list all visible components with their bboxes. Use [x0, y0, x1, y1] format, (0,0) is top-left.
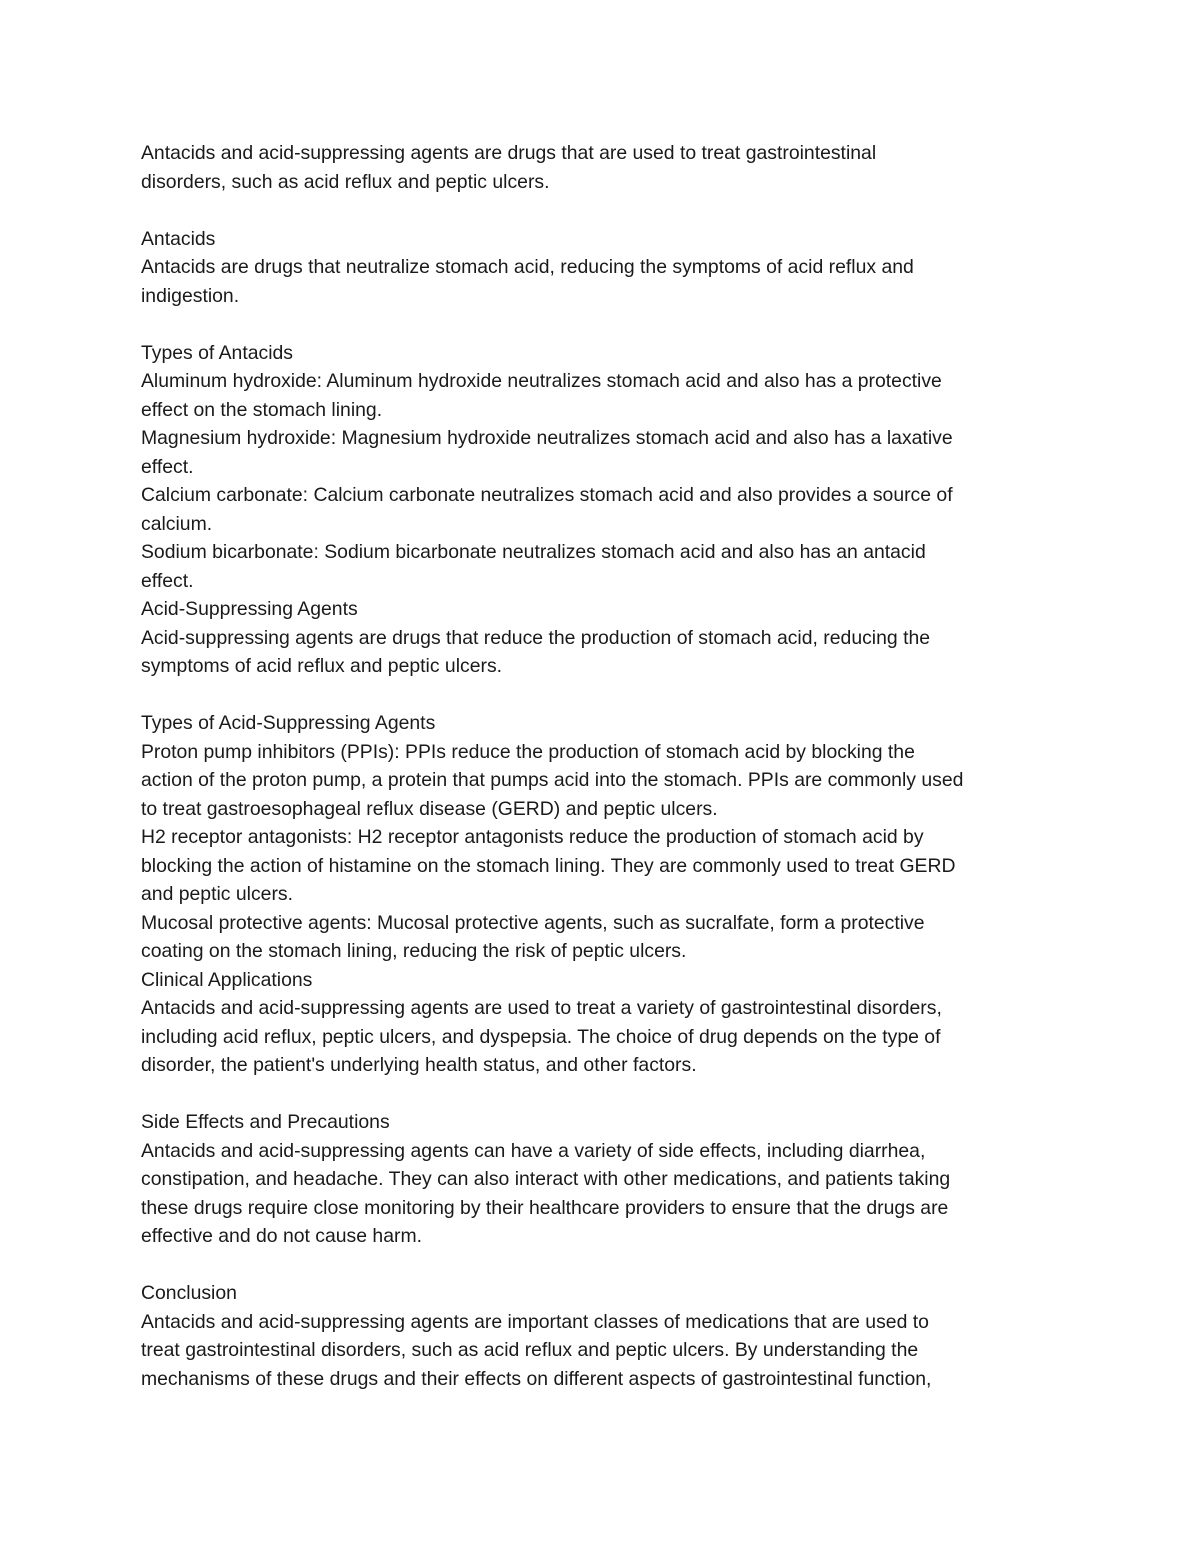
text-line: effective and do not cause harm.	[141, 1225, 422, 1247]
section-heading-types-of-acid-suppressing-agents: Types of Acid-Suppressing Agents	[141, 712, 436, 734]
blank-line	[141, 681, 1071, 710]
text-line: symptoms of acid reflux and peptic ulcers.	[141, 655, 503, 677]
blank-line	[141, 310, 1071, 339]
text-line: effect on the stomach lining.	[141, 398, 383, 421]
blank-line	[141, 1251, 1071, 1280]
section-heading-antacids: Antacids	[141, 227, 216, 250]
text-line: Antacids and acid-suppressing agents are drugs that are used to treat gastrointestinal	[141, 142, 877, 164]
text-line: Proton pump inhibitors (PPIs): PPIs reduce the production of stomach acid by blocking the	[141, 740, 915, 763]
text-line: Magnesium hydroxide: Magnesium hydroxide neutralizes stomach acid and also has a laxative	[141, 427, 953, 449]
text-line: Antacids and acid-suppressing agents are used to treat a variety of gastrointestinal disorders,	[141, 997, 942, 1019]
text-line: Antacids and acid-suppressing agents can have a variety of side effects, including diarrhea,	[141, 1139, 926, 1162]
text-line: H2 receptor antagonists: H2 receptor antagonists reduce the production of stomach acid by	[141, 826, 924, 848]
text-line: Antacids are drugs that neutralize stomach acid, reducing the symptoms of acid reflux and	[141, 256, 914, 278]
text-line: disorders, such as acid reflux and peptic ulcers.	[141, 170, 550, 193]
text-line: calcium.	[141, 512, 213, 535]
text-line: coating on the stomach lining, reducing the risk of peptic ulcers.	[141, 940, 687, 962]
section-heading-clinical-applications: Clinical Applications	[141, 968, 313, 991]
section-heading-side-effects: Side Effects and Precautions	[141, 1111, 390, 1133]
text-line: these drugs require close monitoring by their healthcare providers to ensure that the drugs are	[141, 1196, 949, 1219]
text-line: and peptic ulcers.	[141, 883, 293, 905]
text-line: disorder, the patient's underlying health status, and other factors.	[141, 1054, 697, 1076]
text-line: effect.	[141, 455, 194, 478]
section-heading-acid-suppressing-agents: Acid-Suppressing Agents	[141, 598, 358, 620]
text-line: Sodium bicarbonate: Sodium bicarbonate neutralizes stomach acid and also has an antacid	[141, 541, 926, 563]
text-line: Aluminum hydroxide: Aluminum hydroxide neutralizes stomach acid and also has a protective	[141, 370, 942, 392]
text-line: treat gastrointestinal disorders, such as acid reflux and peptic ulcers. By understanding the	[141, 1339, 919, 1361]
section-heading-conclusion: Conclusion	[141, 1282, 237, 1304]
text-line: Antacids and acid-suppressing agents are important classes of medications that are used to	[141, 1310, 929, 1333]
text-line: indigestion.	[141, 284, 240, 307]
text-line: Mucosal protective agents: Mucosal protective agents, such as sucralfate, form a protective	[141, 911, 925, 934]
text-line: including acid reflux, peptic ulcers, and dyspepsia. The choice of drug depends on the type of	[141, 1025, 941, 1048]
text-line: blocking the action of histamine on the stomach lining. They are commonly used to treat GERD	[141, 854, 956, 877]
blank-line	[141, 196, 1071, 225]
section-heading-types-of-antacids: Types of Antacids	[141, 341, 293, 364]
blank-line	[141, 1080, 1071, 1109]
text-line: Calcium carbonate: Calcium carbonate neutralizes stomach acid and also provides a source of	[141, 484, 953, 506]
text-line: constipation, and headache. They can also interact with other medications, and patients taking	[141, 1168, 951, 1190]
text-line: effect.	[141, 569, 194, 592]
text-line: mechanisms of these drugs and their effects on different aspects of gastrointestinal function,	[141, 1367, 932, 1390]
text-line: action of the proton pump, a protein that pumps acid into the stomach. PPIs are commonly used	[141, 769, 964, 791]
document-page	[141, 139, 1071, 1393]
text-line: Acid-suppressing agents are drugs that reduce the production of stomach acid, reducing the	[141, 626, 931, 649]
text-line: to treat gastroesophageal reflux disease (GERD) and peptic ulcers.	[141, 797, 718, 820]
